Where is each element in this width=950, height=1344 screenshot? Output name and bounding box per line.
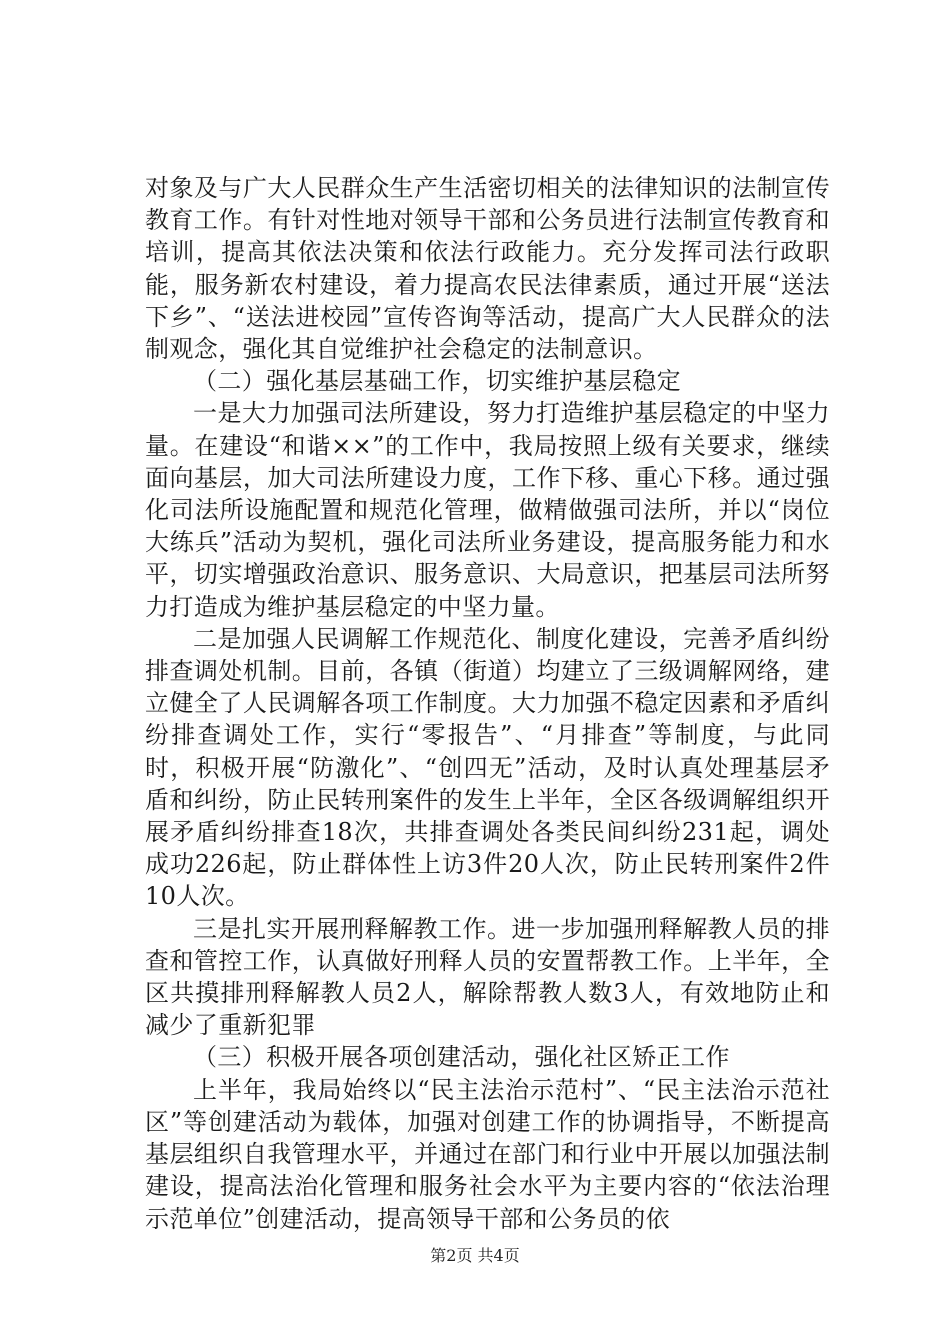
paragraph-5: 三是扎实开展刑释解教工作。进一步加强刑释解教人员的排查和管控工作，认真做好刑释人员的安置帮教工作。上半年，全区共摸排刑释解教人员2人，解除帮教人数3人，有效地防止和减少了重新犯罪 [145,914,830,1040]
paragraph-1: 对象及与广大人民群众生产生活密切相关的法律知识的法制宣传教育工作。有针对性地对领导干部和公务员进行法制宣传教育和培训，提高其依法决策和依法行政能力。充分发挥司法行政职能，服务新农村建设，着力提高农民法律素质，通过开展“送法下乡”、“送法进校园”宣传咨询等活动，提高广大人民群众的法制观念，强化其自觉维护社会稳定的法制意识。 [145,174,830,364]
paragraph-4: 二是加强人民调解工作规范化、制度化建设，完善矛盾纠纷排查调处机制。目前，各镇（街道）均建立了三级调解网络，建立健全了人民调解各项工作制度。大力加强不稳定因素和矛盾纠纷排查调处工作，实行“零报告”、“月排查”等制度，与此同时，积极开展“防激化”、“创四无”活动，及时认真处理基层矛盾和纠纷，防止民转刑案件的发生上半年，全区各级调解组织开展矛盾纠纷排查18次，共排查调处各类民间纠纷231起，调处成功226起，防止群体性上访3件20人次，防止民转刑案件2件10人次。 [145,624,830,911]
page-number: 第2页 共4页 [430,1246,520,1265]
paragraph-7: 上半年，我局始终以“民主法治示范村”、“民主法治示范社区”等创建活动为载体，加强对创建工作的协调指导，不断提高基层组织自我管理水平，并通过在部门和行业中开展以加强法制建设，提高法治化管理和服务社会水平为主要内容的“依法治理示范单位”创建活动，提高领导干部和公务员的依 [145,1075,830,1233]
page-footer [0,1246,950,1266]
document-body [145,172,830,1235]
section-heading-2: （二）强化基层基础工作，切实维护基层稳定 [193,367,681,396]
paragraph-3: 一是大力加强司法所建设，努力打造维护基层稳定的中坚力量。在建设“和谐××”的工作中，我局按照上级有关要求，继续面向基层，加大司法所建设力度，工作下移、重心下移。通过强化司法所设施配置和规范化管理，做精做强司法所，并以“岗位大练兵”活动为契机，强化司法所业务建设，提高服务能力和水平，切实增强政治意识、服务意识、大局意识，把基层司法所努力打造成为维护基层稳定的中坚力量。 [145,399,830,621]
section-heading-3: （三）积极开展各项创建活动，强化社区矫正工作 [193,1043,730,1072]
